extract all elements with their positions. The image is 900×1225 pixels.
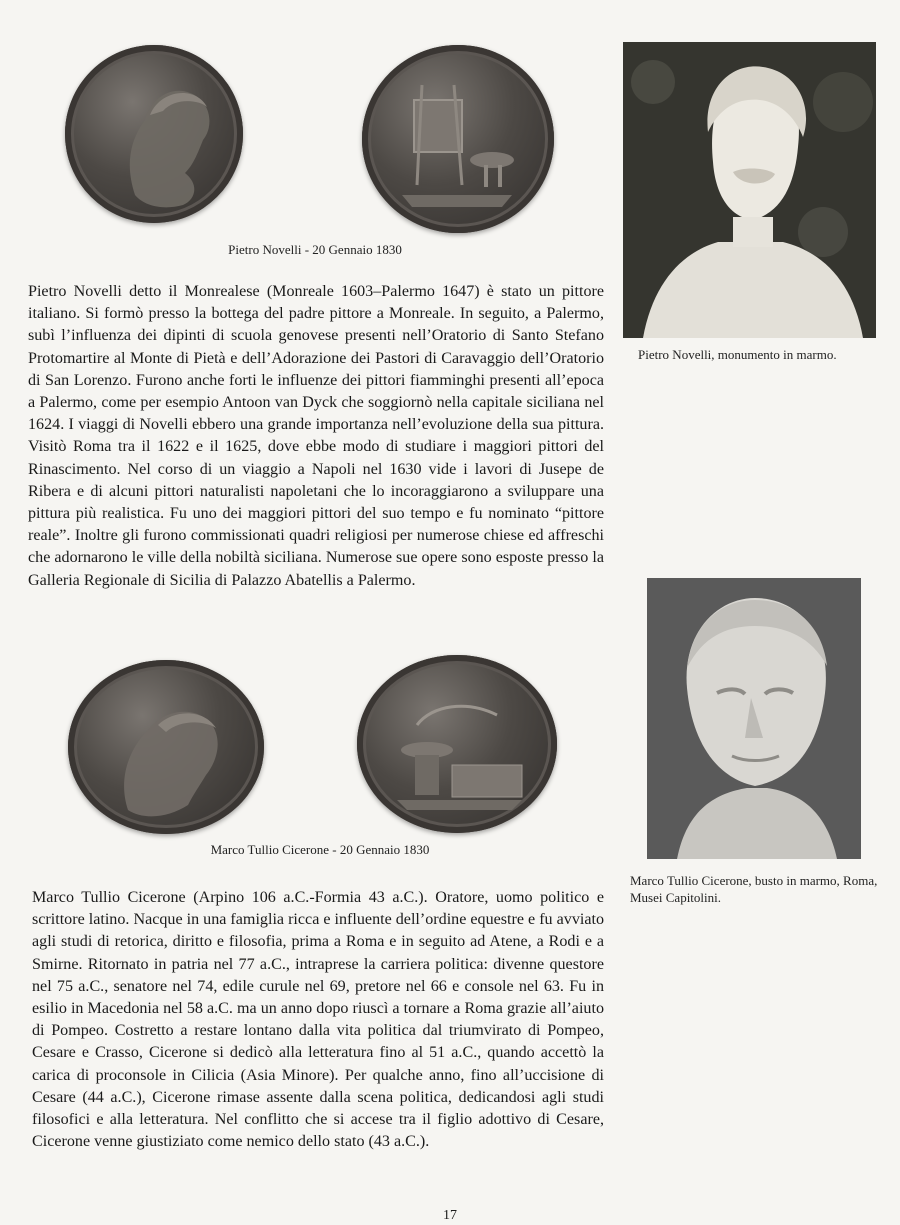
paragraph-novelli: Pietro Novelli detto il Monrealese (Monreale 1603–Palermo 1647) è stato un pittore italiano. Si formò presso la bottega del padre pittore a Monreale. In seguito, a Palermo, subì l’influenza dei dipinti di scuola genovese presenti nell’Oratorio di Santo Stefano Protomartire al Monte di Pietà e dell’Adorazione dei Pastori di Caravaggio dell’Oratorio di San Lorenzo. Furono anche forti le influenze dei pittori fiamminghi presenti all’epoca a Palermo, come per esempio Antoon van Dyck che soggiornò nella capitale siciliana nel 1624. I viaggi di Novelli ebbero una grande importanza nell’evoluzione della sua pittura. Visitò Roma tra il 1622 e il 1625, dove ebbe modo di studiare i maggiori pittori del Rinascimento. Nel corso di un viaggio a Napoli nel 1630 vide i lavori di Jusepe de Ribera e di alcuni pittori naturalisti napoletani che lo incoraggiarono a sviluppare una pittura più realistica. Fu uno dei maggiori pittori del suo tempo e fu nominato “pittore reale”. Inoltre gli furono commissionati quadri religiosi per numerose chiese ed affreschi che adornarono le ville della nobiltà siciliana. Numerose sue opere sono esposte presso la Galleria Regionale di Sicilia di Palazzo Abatellis a Palermo.	[28, 283, 604, 589]
novelli-portrait-relief	[65, 45, 243, 223]
novelli-medal-reverse	[362, 45, 554, 233]
photo-caption-novelli: Pietro Novelli, monumento in marmo.	[638, 347, 837, 362]
cicerone-medal-obverse	[68, 660, 264, 834]
photo-caption-cicerone: Marco Tullio Cicerone, busto in marmo, Roma, Musei Capitolini.	[630, 873, 878, 905]
medal-caption-novelli: Pietro Novelli - 20 Gennaio 1830	[228, 242, 402, 257]
paragraph-cicerone: Marco Tullio Cicerone (Arpino 106 a.C.-Formia 43 a.C.). Oratore, uomo politico e scrittore latino. Nacque in una famiglia ricca e influente dell’ordine equestre e fu avviato agli studi di retorica, diritto e filosofia, prima a Roma e in seguito ad Atene, a Rodi e a Smirne. Ritornato in patria nel 77 a.C., intraprese la carriera politica: divenne questore nel 75 a.C., senatore nel 74, edile curule nel 69, pretore nel 66 e console nel 63. Fu in esilio in Macedonia nel 58 a.C. ma un anno dopo riuscì a tornare a Roma grazie all’aiuto di Pompeo. Costretto a restare lontano dalla vita politica dal triumvirato di Pompeo, Cesare e Crasso, Cicerone si dedicò alla letteratura fino al 51 a.C., quando accettò la carica di proconsole in Cilicia (Asia Minore). Per qualche anno, fino all’uccisione di Cesare (44 a.C.), Cicerone rimase assente dalla scena politica, dedicandosi agli studi filosofici e alla letteratura. Nel conflitto che si accese tra il figlio adottivo di Cesare, Cicerone venne giustiziato come nemico dello stato (43 a.C.).	[32, 889, 604, 1151]
cicerone-bust-photo	[647, 578, 861, 859]
cicerone-medal-reverse	[357, 655, 557, 833]
page-number: 17	[443, 1208, 457, 1223]
easel-relief	[362, 45, 554, 233]
altar-relief	[357, 655, 557, 833]
novelli-medal-obverse	[65, 45, 243, 223]
novelli-bust-photo	[623, 42, 876, 338]
cicerone-portrait-relief	[68, 660, 264, 834]
medal-caption-cicerone: Marco Tullio Cicerone - 20 Gennaio 1830	[210, 842, 430, 857]
